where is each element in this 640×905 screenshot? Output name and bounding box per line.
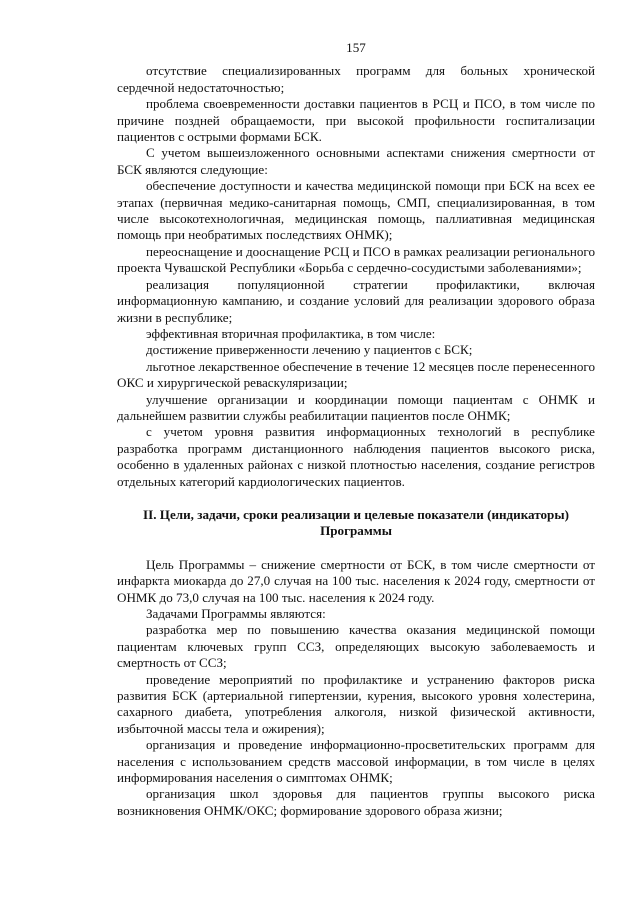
paragraph: Задачами Программы являются: <box>146 606 326 621</box>
paragraph: льготное лекарственное обеспечение в течение 12 месяцев после перенесенного ОКС и хирургической реваскуляризации; <box>117 358 595 391</box>
paragraph: улучшение организации и координации помощи пациентам с ОНМК и дальнейшем развитии службы реабилитации пациентов после ОНМК; <box>117 391 595 423</box>
paragraph: С учетом вышеизложенного основными аспектами снижения смертности от БСК являются следующие: <box>117 145 595 177</box>
paragraph: организация школ здоровья для пациентов группы высокого риска возникновения ОНМК/ОКС; формирование здорового образа жизни; <box>117 786 595 818</box>
page-number: 157 <box>346 40 366 55</box>
paragraph: проведение мероприятий по профилактике и устранению факторов риска развития БСК (артериальной гипертензии, курения, высокого уровня холестерина, сахарного диабета, употребления алкоголя, низкой физической активности, избыточной массы тела и ожирения); <box>117 671 595 736</box>
document-page <box>117 40 595 819</box>
paragraph: Цель Программы – снижение смертности от БСК, в том числе смертности от инфаркта миокарда до 27,0 случая на 100 тыс. населения к 2024 году, смертности от ОНМК до 73,0 случая на 100 тыс. населения к 2024 году. <box>117 556 595 605</box>
paragraph: с учетом уровня развития информационных технологий в республике разработка программ дистанционного наблюдения пациентов высокого риска, особенно в удаленных районах с низкой плотностью населения, создание регистров отдельных категорий кардиологических пациентов. <box>117 424 595 489</box>
paragraph: отсутствие специализированных программ для больных хронической сердечной недостаточностью; <box>117 63 595 95</box>
paragraph: разработка мер по повышению качества оказания медицинской помощи пациентам ключевых групп ССЗ, определяющих высокую заболеваемость и смертность от ССЗ; <box>117 622 595 671</box>
paragraph: эффективная вторичная профилактика, в том числе: <box>146 325 436 341</box>
paragraph: обеспечение доступности и качества медицинской помощи при БСК на всех ее этапах (первичная медико-санитарная помощь, СМП, специализированная, в том числе высокотехнологичная, медицинская помощь, паллиативная медицинская помощь при необратимых последствиях ОНМК); <box>117 178 595 243</box>
section-heading: II. Цели, задачи, сроки реализации и целевые показатели (индикаторы) Программы <box>143 506 569 539</box>
paragraph: переоснащение и дооснащение РСЦ и ПСО в рамках реализации регионального проекта Чувашской Республики «Борьба с сердечно-сосудистыми заболеваниями»; <box>117 243 595 276</box>
paragraph: организация и проведение информационно-просветительских программ для населения с использованием средств массовой информации, в том числе в целях информирования населения о симптомах ОНМК; <box>117 737 595 786</box>
paragraph: реализация популяционной стратегии профилактики, включая информационную кампанию, и создание условий для реализации здорового образа жизни в республике; <box>117 276 595 325</box>
paragraph: проблема своевременности доставки пациентов в РСЦ и ПСО, в том числе по причине поздней обращаемости, при высокой профильности госпитализации пациентов с острыми формами БСК. <box>117 96 595 145</box>
paragraph: достижение приверженности лечению у пациентов с БСК; <box>146 342 473 358</box>
